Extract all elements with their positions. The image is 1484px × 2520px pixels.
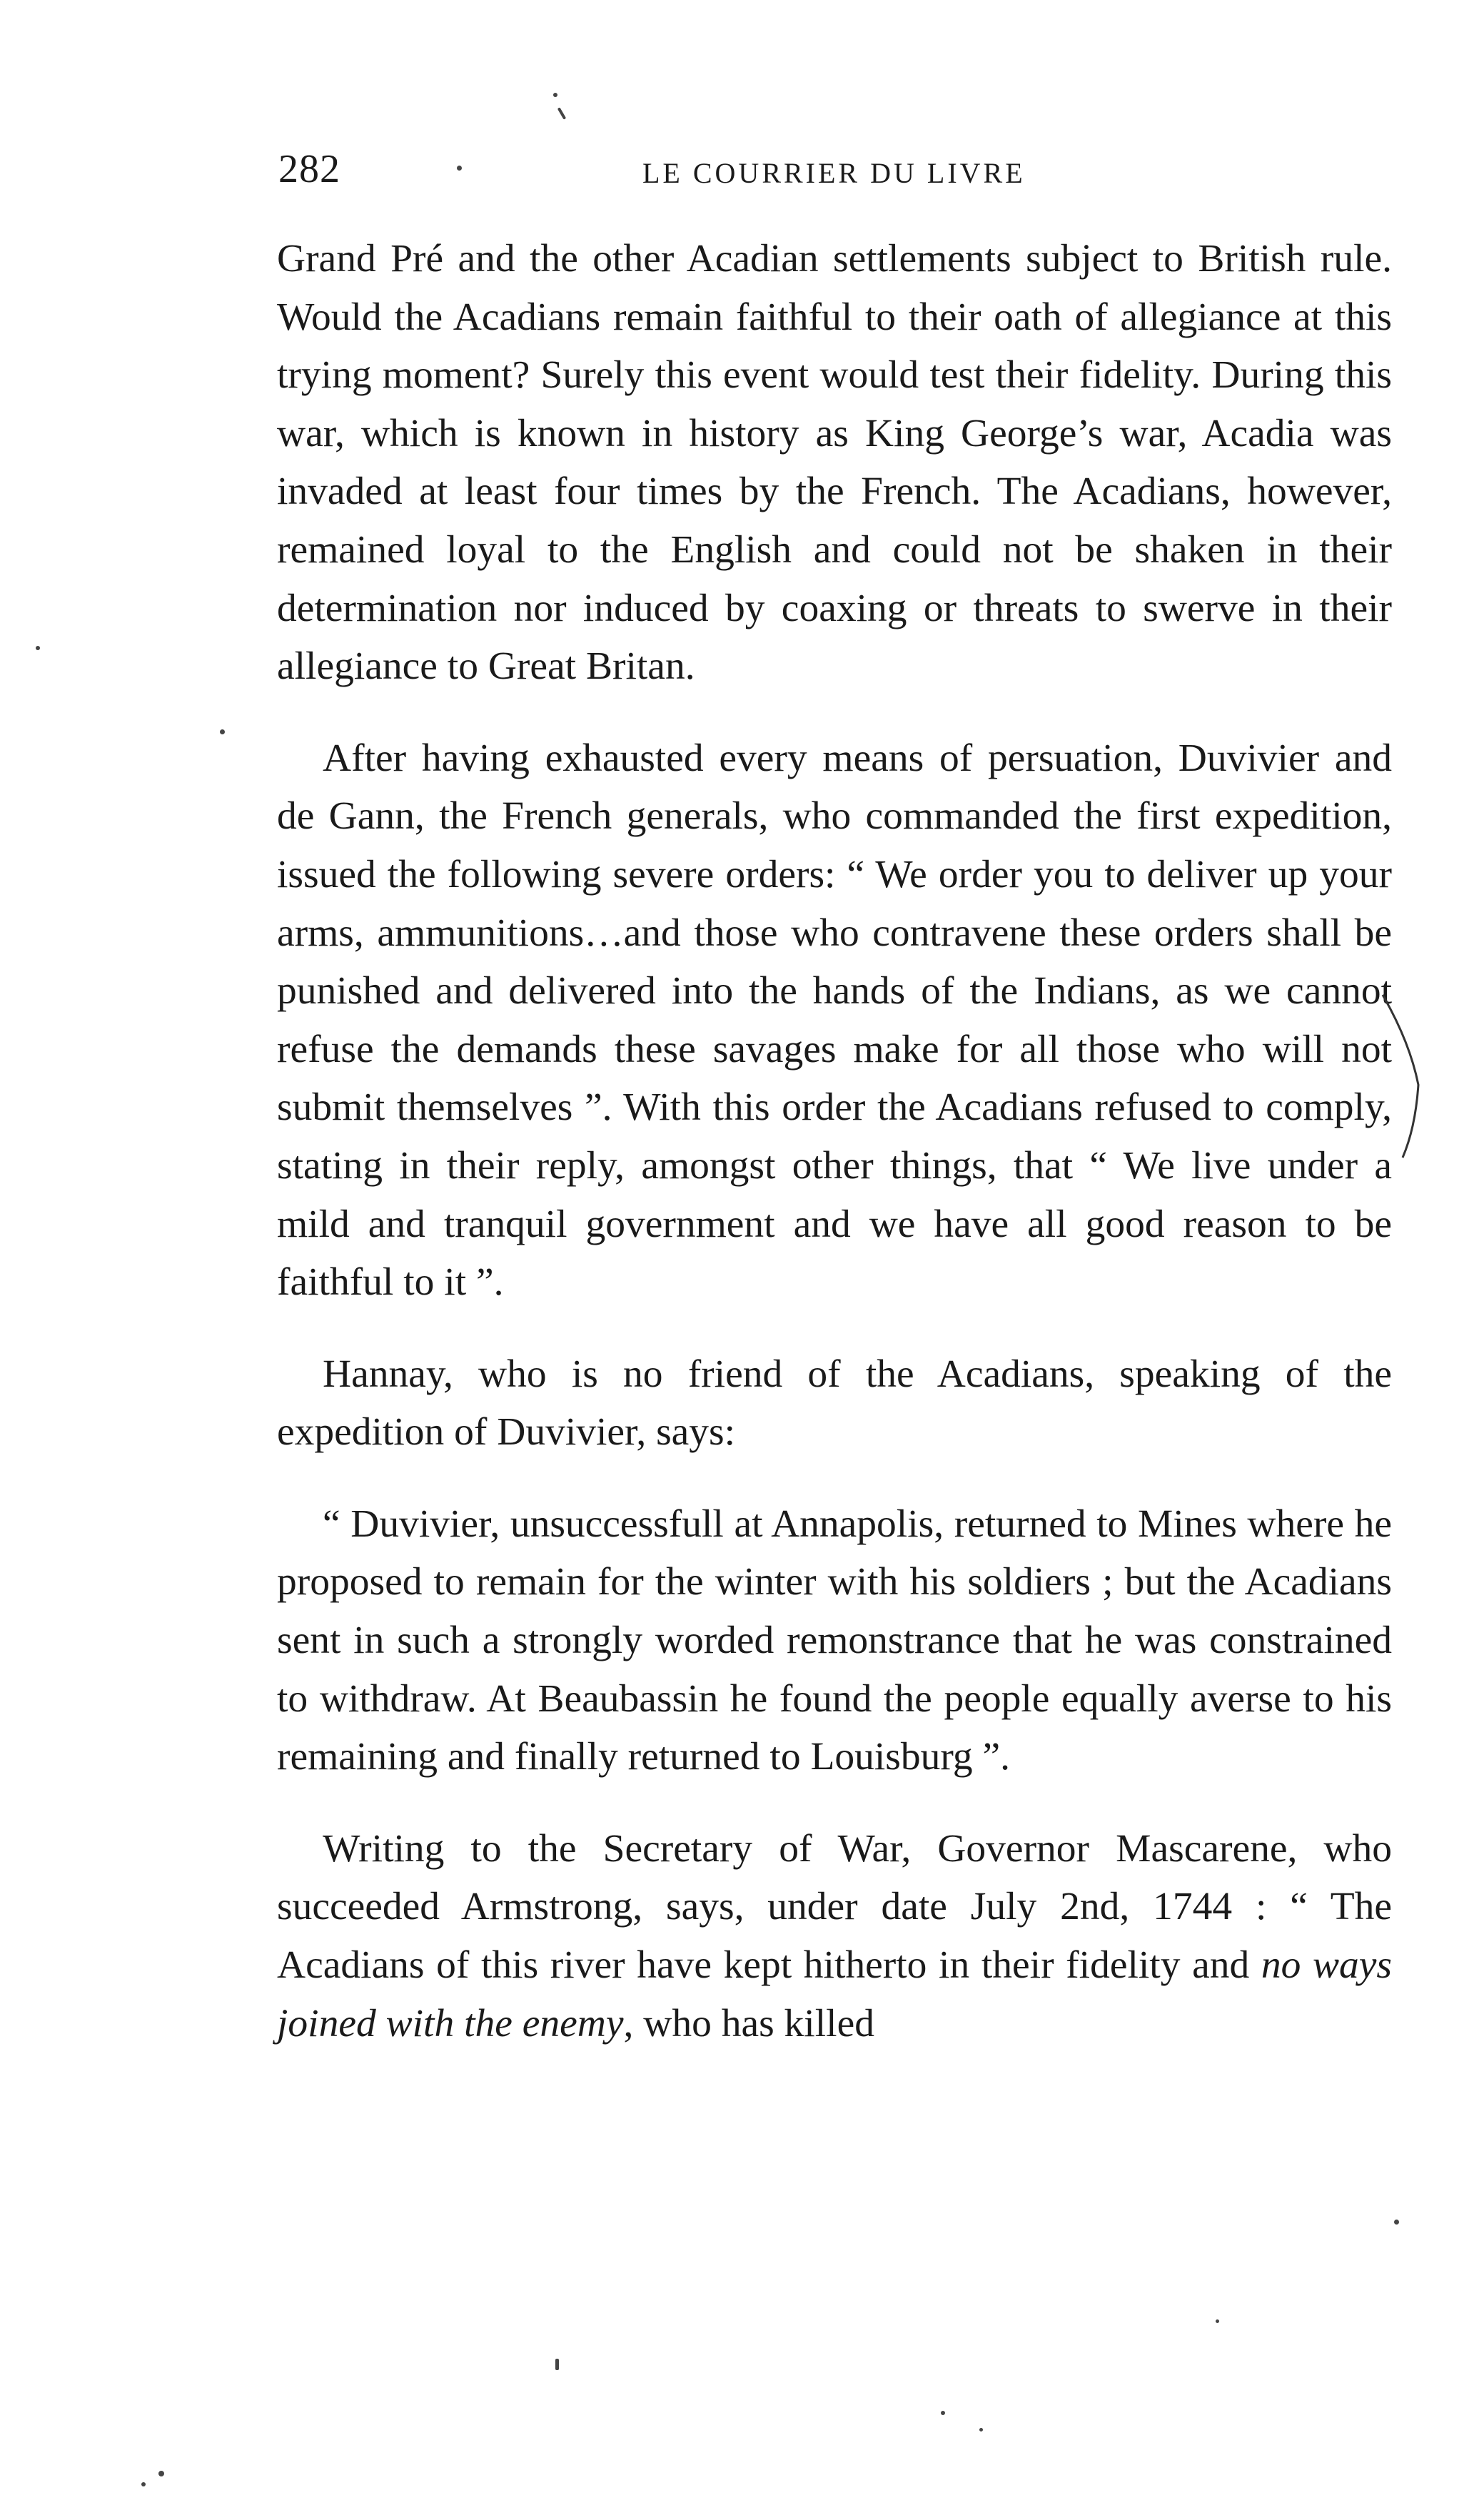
paragraph-5-end: , who has killed: [623, 2001, 874, 2045]
scan-speck: [979, 2428, 983, 2432]
scan-speck: [557, 107, 566, 120]
paragraph-4: “ Duvivier, unsuccessfull at Annapolis, returned to Mines where he proposed to remain for the winter with his soldiers ; but the Acadians sent in such a strongly worded remonstrance that he was constrained to withdraw. At Beaubassin he found the people equally averse to his remaining and finally returned to Louisburg ”.: [277, 1502, 1392, 1779]
scan-speck: [141, 2482, 146, 2486]
page-header: [278, 146, 1399, 196]
scan-speck: [941, 2411, 945, 2415]
scan-speck: [553, 93, 557, 97]
page-number: 282: [278, 147, 340, 191]
scan-speck: [158, 2471, 164, 2476]
margin-ink-mark: [1381, 992, 1424, 1163]
paragraph-1: Grand Pré and the other Acadian settlements subject to British rule. Would the Acadians remain faithful to their oath of allegiance at this trying moment? Surely this event would test their fidelity. During this war, which is known in history as King George’s war, Acadia was invaded at least four times by the French. The Acadians, however, remained loyal to the English and could not be shaken in their determination nor induced by coaxing or threats to swerve in their allegiance to Great Britan.: [277, 237, 1392, 689]
scan-speck: [1216, 2319, 1219, 2323]
paragraph-5-italic: no ways joined with the enemy: [277, 1943, 1393, 2045]
scan-speck: [457, 166, 462, 171]
scan-speck: [555, 2359, 559, 2370]
scan-speck: [36, 646, 40, 650]
paragraph-5: [277, 1820, 1392, 2053]
scan-speck: [220, 729, 225, 734]
paragraph-2: After having exhausted every means of persuation, Duvivier and de Gann, the French generals, who commanded the first expedition, issued the following severe orders: “ We order you to deliver up your arms, ammunitions…and those who contravene these orders shall be punished and delivered into the hands of the Indians, as we cannot refuse the demands these savages make for all those who will not submit themselves ”. With this order the Acadians refused to comply, stating in their reply, amongst other things, that “ We live under a mild and tranquil government and we have all good reason to be faithful to it ”.: [277, 736, 1392, 1305]
scan-speck: [1394, 2220, 1399, 2225]
body-text: [277, 230, 1392, 2053]
running-title: LE COURRIER DU LIVRE: [642, 157, 1026, 189]
paragraph-3: Hannay, who is no friend of the Acadians, speaking of the expedition of Duvivier, says:: [277, 1352, 1392, 1454]
paragraph-5-text: Writing to the Secretary of War, Governor Mascarene, who succeeded Armstrong, says, under date July 2nd, 1744 : “ The Acadians of this river have kept hitherto in their fidelity and: [277, 1826, 1392, 1988]
